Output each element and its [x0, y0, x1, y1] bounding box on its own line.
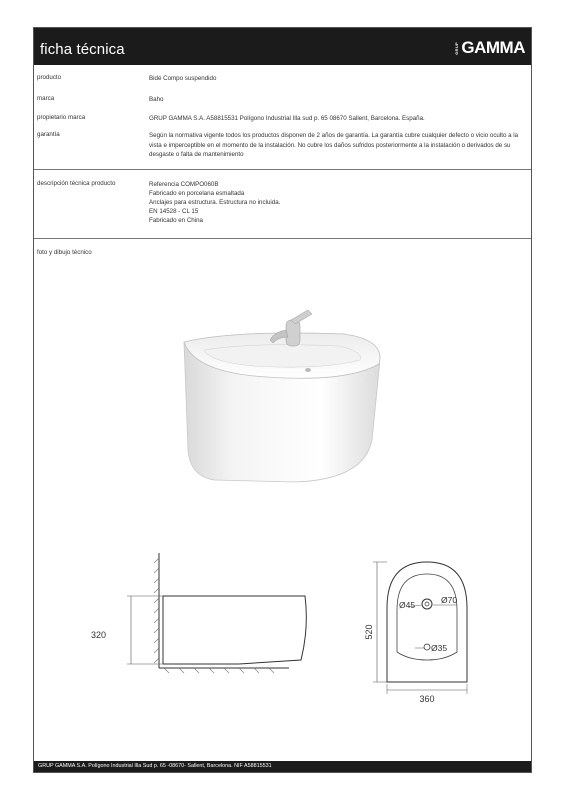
footer-bar — [34, 761, 531, 772]
value-garantia: Según la normativa vigente todos los productos disponen de 2 años de garantía. La garantía cubre cualquier defecto o vicio oculto a la vista e imperceptible en el momento de la instalación. No cubre los daños sufridos posteriormente a la instalación o derivados de su desgaste o falta de mantenimiento — [149, 132, 519, 158]
side-view-drawing — [79, 548, 279, 698]
label-foto: foto y dibujo técnico — [37, 249, 92, 256]
footer-text: GRUP GAMMA S.A. Polígono Industrial Illa Sud p. 65 -08670- Sallent, Barcelona. NIF A58815531 — [38, 763, 272, 769]
value-propietario: GRUP GAMMA S.A. A58815531 Polígono Industrial Illa sud p. 65 08670 Sallent, Barcelona. España. — [149, 115, 425, 122]
divider — [34, 238, 531, 239]
label-propietario: propietario marca — [37, 114, 86, 121]
overflow-hole — [305, 368, 311, 372]
brand-logo — [455, 38, 525, 58]
page-title: ficha técnica — [40, 41, 125, 58]
desc-line: Fabricado en porcelana esmaltada — [149, 190, 245, 197]
hole-a-dimension: Ø45 — [399, 600, 416, 610]
desc-line: Anclajes para estructura. Estructura no incluida. — [149, 199, 281, 206]
label-descripcion: descripción técnica producto — [37, 180, 116, 187]
desc-line: Referencia COMPO060B — [149, 181, 219, 188]
label-marca: marca — [37, 95, 55, 102]
depth-dimension: 520 — [364, 624, 374, 640]
label-garantia: garantía — [37, 131, 60, 138]
hole-c-dimension: Ø35 — [431, 643, 448, 653]
spec-sheet — [33, 27, 532, 773]
product-photo — [174, 290, 394, 490]
hole-b-dimension: Ø70 — [441, 595, 458, 605]
logo-brand: GAMMA — [461, 38, 525, 57]
value-producto: Bidé Compo suspendido — [149, 75, 217, 82]
desc-line: Fabricado en China — [149, 217, 204, 224]
label-producto: producto — [37, 74, 62, 81]
width-dimension: 360 — [419, 694, 435, 704]
top-view-drawing — [349, 548, 489, 704]
header-bar — [34, 28, 531, 65]
value-descripcion — [149, 180, 527, 225]
value-marca: Baho — [149, 96, 164, 103]
desc-line: EN 14528 - CL 15 — [149, 208, 199, 215]
height-dimension: 320 — [91, 630, 107, 640]
divider — [34, 169, 531, 170]
logo-prefix: GRUP — [454, 41, 460, 55]
